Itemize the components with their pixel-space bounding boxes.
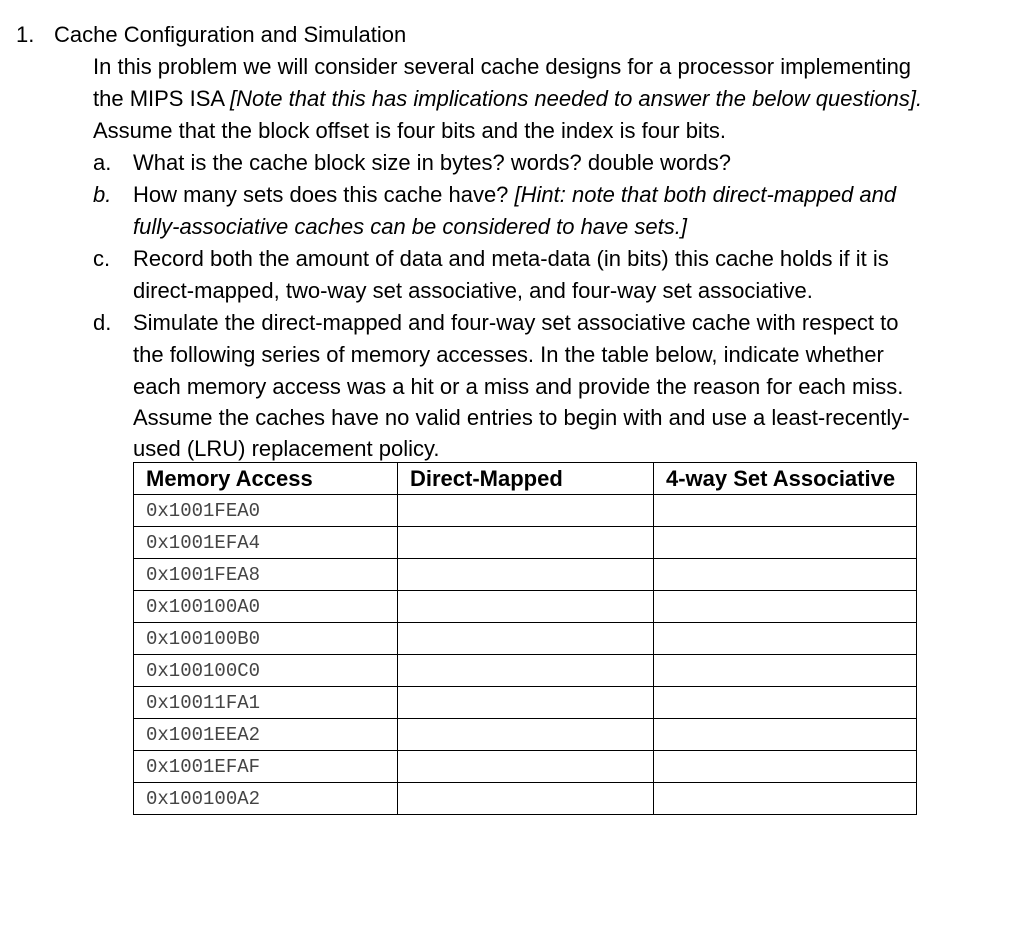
memory-address-cell: 0x1001EFA4 — [134, 527, 398, 559]
set-associative-answer-cell[interactable] — [654, 495, 917, 527]
part-b-marker: b. — [93, 182, 112, 207]
table-row — [134, 751, 917, 783]
table-row — [134, 719, 917, 751]
table-row — [134, 687, 917, 719]
set-associative-answer-cell[interactable] — [654, 719, 917, 751]
question-title: Cache Configuration and Simulation — [54, 22, 407, 47]
table-header-row — [134, 463, 917, 495]
part-c-line-1: Record both the amount of data and meta-data (in bits) this cache holds if it is — [133, 246, 889, 271]
intro-line-1: In this problem we will consider several cache designs for a processor implementing — [93, 54, 912, 79]
direct-mapped-answer-cell[interactable] — [398, 623, 654, 655]
part-d-line-4: Assume the caches have no valid entries to begin with and use a least-recently- — [133, 405, 910, 430]
direct-mapped-answer-cell[interactable] — [398, 783, 654, 815]
direct-mapped-answer-cell[interactable] — [398, 719, 654, 751]
header-direct-mapped: Direct-Mapped — [398, 463, 654, 495]
question-number: 1. — [16, 22, 35, 47]
part-b-question: How many sets does this cache have? — [133, 182, 515, 207]
direct-mapped-answer-cell[interactable] — [398, 751, 654, 783]
part-a-marker: a. — [93, 150, 112, 175]
set-associative-answer-cell[interactable] — [654, 783, 917, 815]
table-row — [134, 527, 917, 559]
set-associative-answer-cell[interactable] — [654, 623, 917, 655]
intro-line-2-plain: the MIPS ISA — [93, 86, 230, 111]
direct-mapped-answer-cell[interactable] — [398, 687, 654, 719]
memory-address-cell: 0x1001EFAF — [134, 751, 398, 783]
memory-address-cell: 0x100100B0 — [134, 623, 398, 655]
header-4-way-set-associative: 4-way Set Associative — [654, 463, 917, 495]
set-associative-answer-cell[interactable] — [654, 751, 917, 783]
part-a-text: What is the cache block size in bytes? words? double words? — [133, 150, 731, 175]
part-d-line-5: used (LRU) replacement policy. — [133, 436, 440, 461]
set-associative-answer-cell[interactable] — [654, 687, 917, 719]
part-b-hint: [Hint: note that both direct-mapped and — [514, 182, 897, 207]
memory-address-cell: 0x100100A2 — [134, 783, 398, 815]
direct-mapped-answer-cell[interactable] — [398, 527, 654, 559]
direct-mapped-answer-cell[interactable] — [398, 655, 654, 687]
table-row — [134, 495, 917, 527]
part-c-marker: c. — [93, 246, 111, 271]
memory-address-cell: 0x100100A0 — [134, 591, 398, 623]
intro-line-2 — [93, 84, 922, 114]
part-d-line-2: the following series of memory accesses. In the table below, indicate whether — [133, 342, 884, 367]
part-d-marker: d. — [93, 310, 112, 335]
memory-address-cell: 0x10011FA1 — [134, 687, 398, 719]
memory-address-cell: 0x1001EEA2 — [134, 719, 398, 751]
set-associative-answer-cell[interactable] — [654, 591, 917, 623]
part-b-line-1 — [133, 180, 896, 210]
intro-line-3: Assume that the block offset is four bits and the index is four bits. — [93, 118, 727, 143]
intro-note: [Note that this has implications needed to answer the below questions]. — [229, 86, 923, 111]
header-memory-access: Memory Access — [134, 463, 398, 495]
table-row — [134, 623, 917, 655]
table-row — [134, 591, 917, 623]
cache-simulation-table — [133, 462, 917, 815]
set-associative-answer-cell[interactable] — [654, 559, 917, 591]
part-d-line-3: each memory access was a hit or a miss and provide the reason for each miss. — [133, 374, 904, 399]
set-associative-answer-cell[interactable] — [654, 655, 917, 687]
direct-mapped-answer-cell[interactable] — [398, 559, 654, 591]
memory-address-cell: 0x1001FEA8 — [134, 559, 398, 591]
memory-address-cell: 0x1001FEA0 — [134, 495, 398, 527]
set-associative-answer-cell[interactable] — [654, 527, 917, 559]
table-row — [134, 655, 917, 687]
memory-address-cell: 0x100100C0 — [134, 655, 398, 687]
direct-mapped-answer-cell[interactable] — [398, 495, 654, 527]
direct-mapped-answer-cell[interactable] — [398, 591, 654, 623]
part-b-line-2: fully-associative caches can be considered to have sets.] — [133, 214, 687, 239]
part-d-line-1: Simulate the direct-mapped and four-way set associative cache with respect to — [133, 310, 899, 335]
table-row — [134, 783, 917, 815]
part-c-line-2: direct-mapped, two-way set associative, and four-way set associative. — [133, 278, 813, 303]
table-row — [134, 559, 917, 591]
